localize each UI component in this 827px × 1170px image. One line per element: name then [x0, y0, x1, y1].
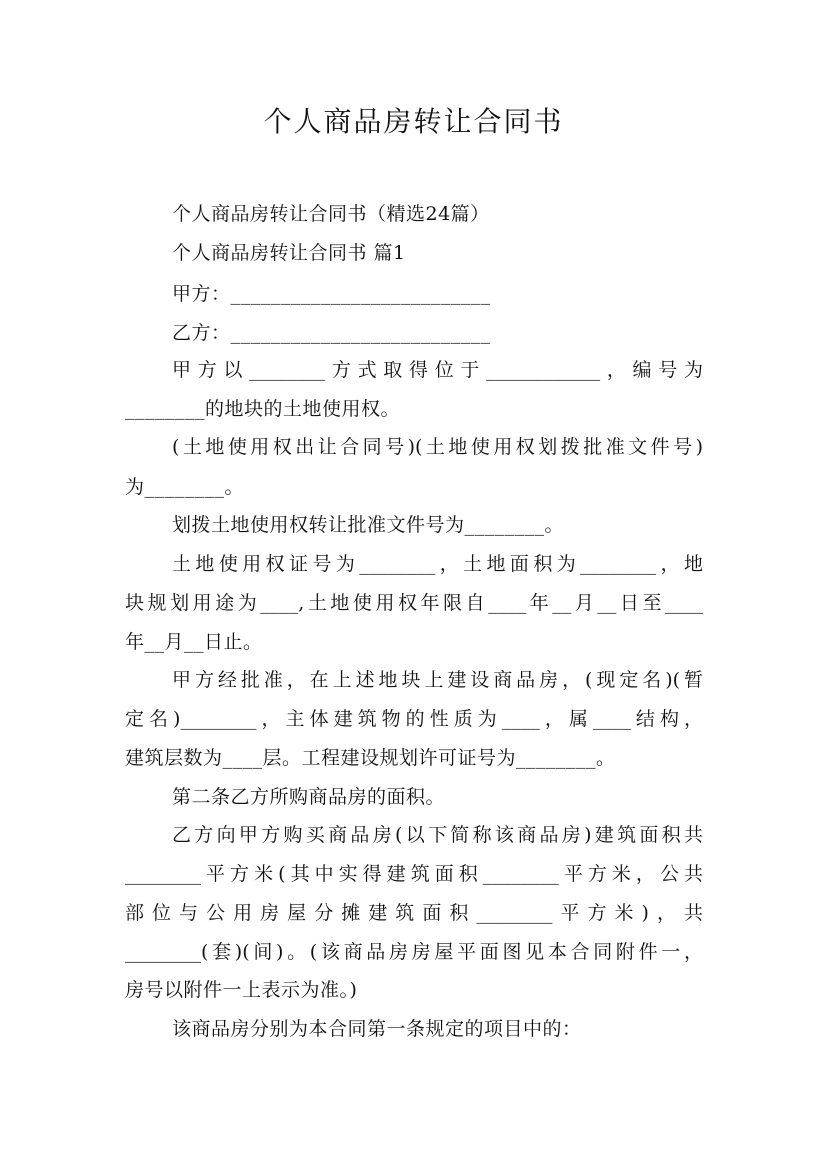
doc-line-floors-permit: 建筑层数为____层。工程建设规划许可证号为________。 — [125, 747, 616, 769]
doc-line-section-heading: 个人商品房转让合同书 篇1 — [172, 242, 406, 264]
doc-line-land-right: ________的地块的土地使用权。 — [125, 398, 401, 420]
doc-line-room-number: 房号以附件一上表示为准。) — [125, 979, 358, 1001]
doc-line-certificate-area: 土地使用权证号为________，土地面积为________，地 — [172, 553, 703, 575]
doc-line-land-use-term: 块规划用途为____,土地使用权年限自____年__月__日至____ — [125, 592, 703, 614]
doc-line-project-items: 该商品房分别为本合同第一条规定的项目中的： — [172, 1018, 582, 1040]
doc-line-units: ________(套)(间)。(该商品房房屋平面图见本合同附件一， — [125, 941, 703, 963]
doc-line-land-location: 甲方以________方式取得位于____________，编号为 — [172, 359, 703, 381]
doc-line-term-end: 年__月__日止。 — [125, 631, 263, 653]
doc-line-shared-area: 部位与公用房屋分摊建筑面积________平方米)，共 — [125, 902, 703, 924]
doc-line-purchase-area: 乙方向甲方购买商品房(以下简称该商品房)建筑面积共 — [172, 824, 703, 846]
doc-line-approval-number: 划拨土地使用权转让批准文件号为________。 — [172, 514, 565, 536]
doc-line-construction: 甲方经批准，在上述地块上建设商品房，(现定名)(暂 — [172, 669, 703, 691]
doc-line-party-b: 乙方：__________________________ — [172, 322, 491, 344]
doc-line-building-nature: 定名)________，主体建筑物的性质为____，属____结构， — [125, 708, 703, 730]
doc-line-contract-numbers: (土地使用权出让合同号)(土地使用权划拨批准文件号) — [172, 436, 703, 458]
doc-line-article-two: 第二条乙方所购商品房的面积。 — [172, 786, 446, 808]
document-title: 个人商品房转让合同书 — [263, 105, 564, 138]
doc-line-subtitle: 个人商品房转让合同书（精选24篇） — [172, 203, 490, 225]
doc-line-actual-area: ________平方米(其中实得建筑面积________平方米，公共 — [125, 863, 703, 885]
doc-line-contract-number-value: 为________。 — [125, 476, 245, 498]
doc-line-party-a: 甲方：__________________________ — [172, 283, 491, 305]
